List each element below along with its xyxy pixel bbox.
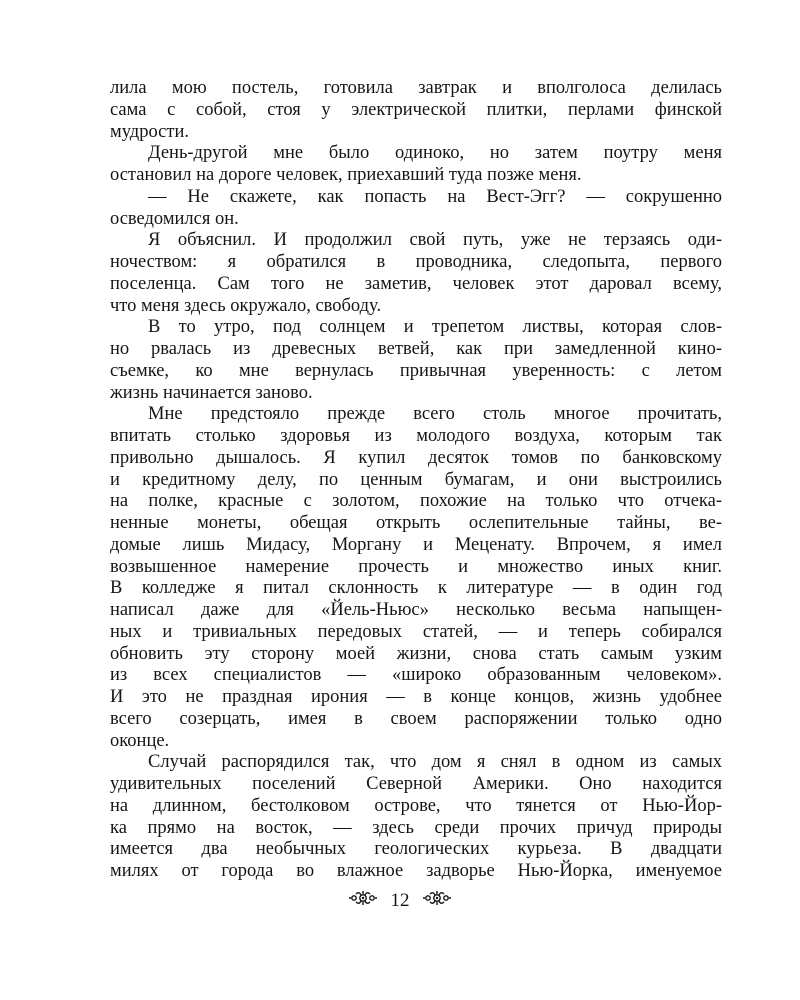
text-line: ночеством: я обратился в проводника, следопыта, первого bbox=[110, 252, 722, 272]
page-number: 12 bbox=[390, 890, 410, 911]
text-line: В колледже я питал склонность к литературе — в один год bbox=[110, 578, 722, 599]
text-line: милях от города во влажное задворье Нью-Йорка, именуемое bbox=[110, 861, 722, 881]
text-line: привольно дышалось. Я купил десяток томов по банковскому bbox=[110, 447, 722, 468]
text-line: из всех специалистов — «широко образованным человеком». bbox=[110, 665, 722, 686]
text-line: И это не праздная ирония — в конце концов, жизнь удобнее bbox=[110, 687, 722, 707]
text-line: но рвалась из древесных ветвей, как при замедленной кино- bbox=[110, 339, 722, 359]
text-line: мудрости. bbox=[110, 121, 189, 142]
text-line: жизнь начинается заново. bbox=[110, 382, 313, 403]
text-line: поселенца. Сам того не заметив, человек этот даровал всему, bbox=[110, 273, 722, 294]
text-line: всего созерцать, имея в своем распоряжении только одно bbox=[110, 708, 722, 729]
text-line: что меня здесь окружало, свободу. bbox=[110, 295, 382, 316]
text-line: В то утро, под солнцем и трепетом листвы, которая слов- bbox=[148, 317, 722, 338]
text-line: домые лишь Мидасу, Моргану и Меценату. Впрочем, я имел bbox=[110, 534, 722, 555]
text-line: сама с собой, стоя у электрической плитки, перлами финской bbox=[110, 99, 722, 120]
text-line: День-другой мне было одиноко, но затем поутру меня bbox=[148, 143, 722, 164]
page-footer bbox=[0, 889, 800, 913]
text-line: ных и тривиальных передовых статей, — и теперь собирался bbox=[110, 621, 722, 642]
text-line: на длинном, бестолковом острове, что тянется от Нью-Йор- bbox=[110, 795, 722, 816]
text-line: написал даже для «Йель-Ньюс» несколько весьма напыщен- bbox=[110, 600, 722, 620]
text-line: на полке, красные с золотом, похожие на только что отчека- bbox=[110, 491, 722, 512]
text-line: имеется два необычных геологических курьеза. В двадцати bbox=[110, 839, 722, 860]
text-line: обновить эту сторону моей жизни, снова стать самым узким bbox=[110, 643, 722, 664]
text-line: ка прямо на восток, — здесь среди прочих причуд природы bbox=[110, 817, 722, 838]
text-line: — Не скажете, как попасть на Вест-Эгг? — сокрушенно bbox=[148, 186, 722, 207]
text-line: впитать столько здоровья из молодого воздуха, которым так bbox=[110, 426, 722, 446]
text-line: Случай распорядился так, что дом я снял в одном из самых bbox=[148, 752, 722, 773]
ornament-left-icon bbox=[348, 889, 378, 913]
text-line: удивительных поселений Северной Америки. Оно находится bbox=[110, 774, 722, 794]
text-line: остановил на дороге человек, приехавший туда позже меня. bbox=[110, 165, 582, 185]
text-line: и кредитному делу, по ценным бумагам, и они выстроились bbox=[110, 469, 722, 490]
ornament-right-icon bbox=[422, 889, 452, 913]
text-line: оконце. bbox=[110, 730, 170, 751]
page-body-text bbox=[110, 78, 722, 883]
text-line: ненные монеты, обещая открыть ослепительные тайны, ве- bbox=[110, 513, 722, 533]
text-line: Мне предстояло прежде всего столь многое прочитать, bbox=[148, 404, 722, 425]
text-line: возвышенное намерение прочесть и множество иных книг. bbox=[110, 556, 722, 577]
text-line: лила мою постель, готовила завтрак и вполголоса делилась bbox=[110, 78, 722, 98]
text-line: осведомился он. bbox=[110, 208, 239, 229]
text-line: съемке, ко мне вернулась привычная уверенность: с летом bbox=[110, 360, 722, 381]
text-line: Я объяснил. И продолжил свой путь, уже не терзаясь оди- bbox=[148, 230, 722, 251]
